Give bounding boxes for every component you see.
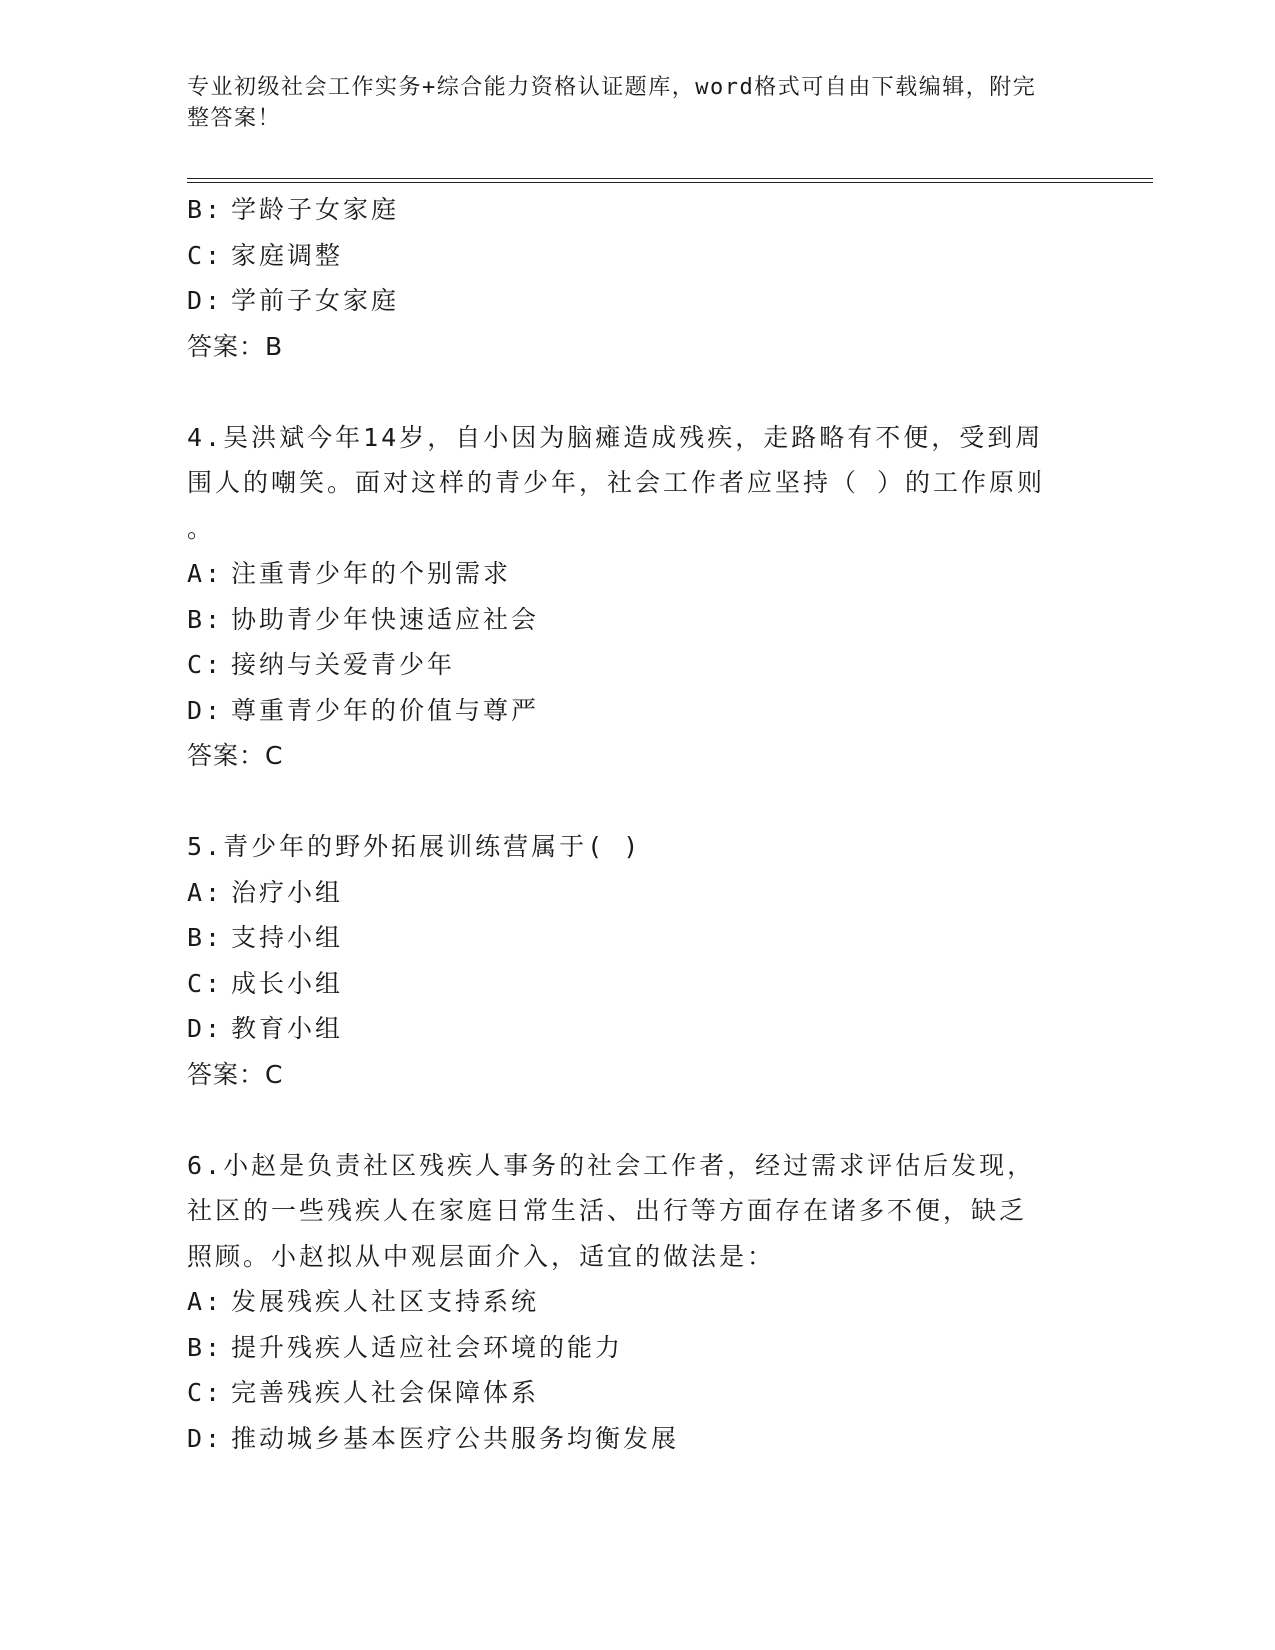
answer-label: 答案：C [187, 741, 284, 770]
option-letter: B: [187, 1332, 224, 1362]
answer-label: 答案：C [187, 1059, 284, 1089]
option-c [187, 642, 1087, 688]
option-b [187, 187, 1087, 233]
question-stem-line: 6.小赵是负责社区残疾人事务的社会工作者，经过需求评估后发现， [187, 1150, 1036, 1180]
option-letter: B: [187, 923, 224, 952]
option-b [187, 1325, 1087, 1371]
header-line-1: 专业初级社会工作实务+综合能力资格认证题库，word格式可自由下载编辑，附完 [187, 75, 1037, 100]
spacer [187, 1097, 1087, 1143]
option-letter: C: [187, 650, 224, 679]
option-c [187, 961, 1087, 1007]
option-text: 推动城乡基本医疗公共服务均衡发展 [231, 1423, 680, 1453]
option-letter: B: [187, 604, 224, 634]
option-letter: D: [187, 1014, 224, 1043]
question-stem-line: 照顾。小赵拟从中观层面介入，适宜的做法是： [187, 1241, 776, 1271]
option-text: 完善残疾人社会保障体系 [231, 1378, 540, 1407]
option-text: 尊重青少年的价值与尊严 [231, 695, 540, 725]
option-text: 家庭调整 [231, 240, 344, 270]
option-letter: A: [187, 559, 224, 588]
option-text: 学前子女家庭 [231, 286, 400, 315]
question-list [187, 187, 1087, 1461]
question-stem-line: 5.青少年的野外拓展训练营属于( ) [187, 832, 642, 861]
option-text: 接纳与关爱青少年 [231, 650, 456, 679]
option-text: 提升残疾人适应社会环境的能力 [231, 1332, 624, 1362]
option-text: 成长小组 [231, 968, 344, 998]
question-5 [187, 824, 1087, 1097]
option-text: 治疗小组 [231, 877, 344, 907]
option-c [187, 1370, 1087, 1416]
option-a [187, 870, 1087, 916]
option-text: 学龄子女家庭 [231, 195, 400, 224]
option-b [187, 597, 1087, 643]
option-text: 注重青少年的个别需求 [231, 559, 512, 588]
spacer [187, 779, 1087, 825]
option-letter: A: [187, 877, 224, 907]
option-d [187, 278, 1087, 324]
question-4 [187, 415, 1087, 779]
option-letter: B: [187, 195, 224, 224]
question-3-tail [187, 187, 1087, 369]
option-d [187, 1416, 1087, 1462]
option-text: 协助青少年快速适应社会 [231, 604, 540, 634]
question-stem-line: 4.吴洪斌今年14岁，自小因为脑瘫造成残疾，走路略有不便，受到周 [187, 422, 1044, 452]
question-stem-line: 。 [187, 513, 216, 543]
option-letter: C: [187, 968, 224, 998]
option-letter: C: [187, 1378, 224, 1407]
option-letter: D: [187, 695, 224, 725]
question-stem-line: 社区的一些残疾人在家庭日常生活、出行等方面存在诸多不便，缺乏 [187, 1196, 1028, 1225]
header-divider [187, 178, 1153, 183]
option-letter: D: [187, 1423, 224, 1453]
document-header [187, 72, 1087, 134]
option-a [187, 1279, 1087, 1325]
option-c [187, 233, 1087, 279]
option-a [187, 551, 1087, 597]
option-text: 教育小组 [231, 1014, 344, 1043]
question-6 [187, 1143, 1087, 1462]
answer-label: 答案：B [187, 331, 284, 361]
option-letter: D: [187, 286, 224, 315]
header-line-2: 整答案！ [187, 106, 282, 131]
option-d [187, 688, 1087, 734]
option-b [187, 915, 1087, 961]
question-stem-line: 围人的嘲笑。面对这样的青少年，社会工作者应坚持（ ）的工作原则 [187, 468, 1046, 497]
option-text: 支持小组 [231, 923, 344, 952]
option-letter: C: [187, 240, 224, 270]
option-d [187, 1006, 1087, 1052]
option-letter: A: [187, 1287, 224, 1316]
option-text: 发展残疾人社区支持系统 [231, 1287, 540, 1316]
spacer [187, 369, 1087, 415]
